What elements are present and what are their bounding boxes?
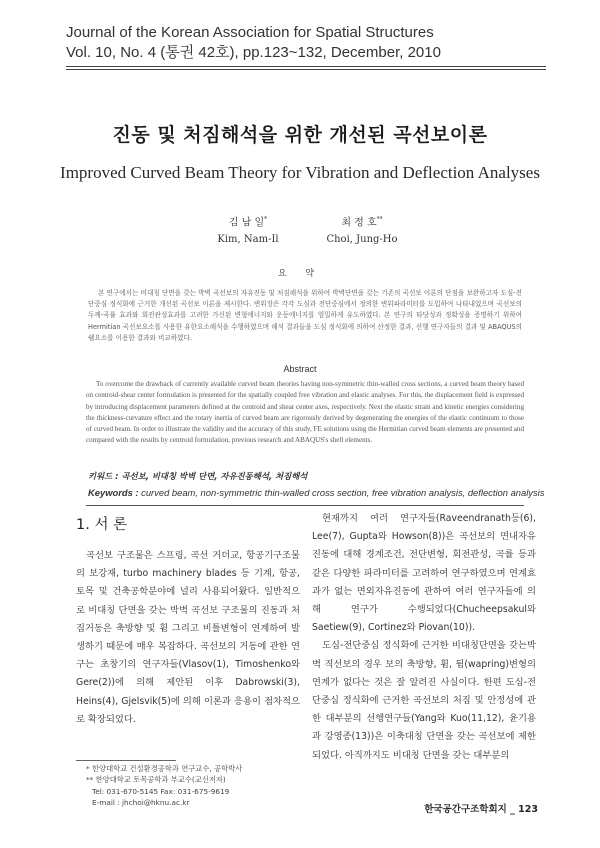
intro-paragraph-2: 현재까지 여러 연구자들(Raveendranath등(6), Lee(7), Gupta와 Howson(8))은 곡선보의 면내자유진동에 대해 경계조건, 전단변형, 회전관성, 곡률 등과 같은 다양한 파라미터를 고려하여 연구하였으며 연계효과가 없는 면외자유진동에 관하여 여러 연구자들에 의해 연구가 수행되었다(Chucheepsakul와 Saetiew(9), Cortinez와 Piovan(10)). — [312, 513, 536, 634]
korean-abstract-text: 본 연구에서는 비대칭 단면을 갖는 박벽 곡선보의 자유진동 및 처짐해석을 위하여 박벽단면을 갖는 기존의 곡선보 이론의 단점을 보완하고자 도심-전단중심 정식화에 근거한 개선된 곡선보 이론을 제시한다. 변위장은 각각 도심과 전단중심에서 정의한 변위파라미터를 도입하여 나타내었으며 곡선보의 두께-곡률 효과와 회전관성효과를 고려한 가신된 변형에너지와 운동에너지를 엄밀하게 유도하였다. 본 연구의 타당성과 정확성을 증명하기 위하여 Hermitian 곡선보요소를 사용한 유한요소해석을 수행하였으며 해석 결과들을 도심 정식화에 의하여 산정한 결과, 선행 연구자들의 결과 및 ABAQUS의 쉘요소를 이용한 결과와 비교하였다. — [88, 289, 522, 342]
author-2 — [322, 211, 402, 248]
intro-paragraph-3: 도심-전단중심 정식화에 근거한 비대칭단면을 갖는박벽 직선보의 경우 보의 축방향, 휨, 뒴(wapring)변형의 연계가 없다는 것은 잘 알려진 사실이다. 한편 도심-전단중심 정식화에 근거한 곡선보의 처짐 및 안정성에 관한 대부분의 선행연구들(Yang와 Kuo(11,12), 윤기용과 강영종(13))은 이축대칭 단면을 갖는 곡선보에 제한되었다. 아직까지도 비대칭 단면을 갖는 대부분의 — [312, 640, 536, 761]
title-korean: 진동 및 처짐해석을 위한 개선된 곡선보이론 — [112, 124, 488, 146]
author-2-mark: ** — [376, 216, 383, 223]
author-2-korean-name: 최 정 호 — [341, 217, 377, 229]
body-column-left — [76, 547, 300, 729]
keywords-english-text: curved beam, non-symmetric thin-walled cross section, free vibration analysis, deflection analysis — [138, 487, 545, 498]
body-column-right — [312, 510, 536, 765]
keywords-korean: 키워드 : 곡선보, 비대칭 박벽 단면, 자유진동해석, 처짐해석 — [88, 471, 308, 481]
footnote-rule — [76, 760, 176, 761]
author-2-english-name: Choi, Jung-Ho — [326, 234, 398, 246]
author-1 — [208, 211, 288, 248]
page-footer: 한국공간구조학회지 _ 123 — [424, 804, 538, 815]
english-abstract-text: To overcome the drawback of currently available curved beam theories having non-symmetric thin-walled cross sections, a curved beam theory based on centroid-shear center formulation is presented for the spatially coupled free vibration and elastic analyses. For this, the displacement field is expressed by introducing displacement parameters defined at the centroid and shear center axes, respectively. Next the elastic strain and kinetic energies considering the thickness-curvature effect and the rotary inertia of curved beam are rigorously derived by degenerating the energies of the elastic continuum to those of curved beam. In order to illustrate the validity and the accuracy of this study, FE solutions using the Hermitian curved beam elements are presented and compared with the results by centroid formulation, previous research and ABAQUS's shell elements. — [86, 380, 524, 445]
footnote-author-1: * 한양대학교 건설환경공학과 연구교수, 공학박사 — [86, 764, 243, 773]
header-rule — [66, 66, 546, 67]
footnote-author-2: ** 한양대학교 토목공학과 부교수(교신저자) — [86, 775, 226, 785]
header-rule-thin — [66, 69, 546, 70]
footnote-phone: Tel: 031-670-5145 Fax: 031-675-9619 — [92, 786, 230, 796]
title-english: Improved Curved Beam Theory for Vibration and Deflection Analyses — [60, 163, 540, 182]
keywords-rule — [86, 505, 524, 506]
keywords-english — [88, 487, 545, 498]
journal-name: Journal of the Korean Association for Spatial Structures — [66, 24, 434, 41]
keywords-english-label: Keywords : — [88, 487, 139, 498]
author-1-mark: * — [264, 216, 268, 223]
journal-volume-line: Vol. 10, No. 4 (통권 42호), pp.123~132, December, 2010 — [66, 44, 441, 61]
intro-paragraph-1: 곡선보 구조물은 스프링, 곡선 거더교, 항공기구조물의 보강재, turbo machinery blades 등 기계, 항공, 토목 및 건축공학분야에 널리 사용되어왔다. 일반적으로 비대칭 단면을 갖는 박벽 곡선보 구조물의 진동과 처짐거동은 축방향 및 휨 그리고 비틀변형이 연계하여 발생하기 때문에 매우 복잡하다. 곡선보의 거동에 관한 연구는 초창기의 연구자들(Vlasov(1), Timoshenko와 Gere(2))에 의해 제안된 이후 Dabrowski(3), Heins(4), Gjelsvik(5)에 의해 이론과 응용이 점차적으로 확장되었다. — [76, 550, 300, 725]
author-1-english-name: Kim, Nam-Il — [217, 234, 279, 246]
journal-header — [66, 24, 546, 70]
section-1-heading: 1. 서 론 — [76, 517, 128, 533]
korean-abstract-heading: 요 약 — [277, 269, 323, 279]
author-1-korean-name: 김 남 일 — [228, 217, 265, 229]
footnote-email: E-mail : jhchoi@hknu.ac.kr — [92, 798, 190, 808]
english-abstract-heading: Abstract — [283, 364, 317, 374]
footnotes — [86, 763, 316, 809]
